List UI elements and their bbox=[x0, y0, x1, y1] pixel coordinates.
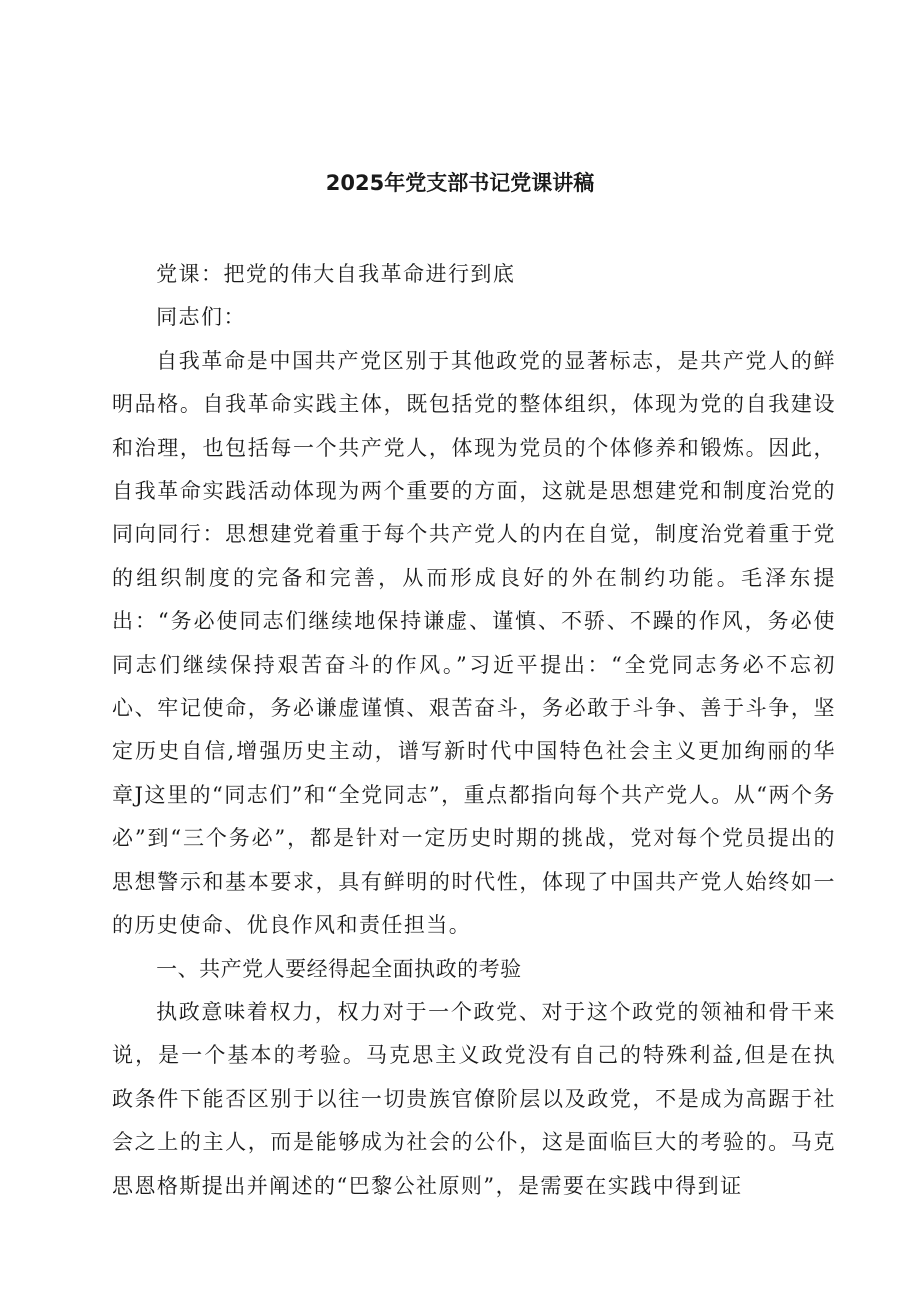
salutation: 同志们： bbox=[156, 305, 246, 330]
body-paragraph-2: 执政意味着权力，权力对于一个政党、对于这个政党的领袖和骨干来说，是一个基本的考验。马克思主义政党没有自己的特殊利益,但是在执政条件下能否区别于以往一切贵族官僚阶层以及政党，不是成为高踞于社会之上的主人，而是能够成为社会的公仆，这是面临巨大的考验的。马克思恩格斯提出并阐述的“巴黎公社原则”，是需要在实践中得到证 bbox=[112, 999, 836, 1198]
body-paragraph-1: 自我革命是中国共产党区别于其他政党的显著标志，是共产党人的鲜明品格。自我革命实践主体，既包括党的整体组织，体现为党的自我建设和治理，也包括每一个共产党人，体现为党员的个体修养和锻炼。因此，自我革命实践活动体现为两个重要的方面，这就是思想建党和制度治党的同向同行：思想建党着重于每个共产党人的内在自觉，制度治党着重于党的组织制度的完备和完善，从而形成良好的外在制约功能。毛泽东提出：“务必使同志们继续地保持谦虚、谨慎、不骄、不躁的作风，务必使同志们继续保持艰苦奋斗的作风。”习近平提出：“全党同志务必不忘初心、牢记使命，务必谦虚谨慎、艰苦奋斗，务必敢于斗争、善于斗争，坚定历史自信,增强历史主动，谱写新时代中国特色社会主义更加绚丽的华章J这里的“同志们”和“全党同志”，重点都指向每个共产党人。从“两个务必”到“三个务必”，都是针对一定历史时期的挑战，党对每个党员提出的思想警示和基本要求，具有鲜明的时代性，体现了中国共产党人始终如一的历史使命、优良作风和责任担当。 bbox=[112, 348, 836, 938]
lecture-subtitle: 党课：把党的伟大自我革命进行到底 bbox=[156, 262, 516, 286]
document-title: 2025年党支部书记党课讲稿 bbox=[325, 171, 595, 195]
section-heading-1: 一、共产党人要经得起全面执政的考验 bbox=[156, 956, 522, 981]
document-body bbox=[112, 253, 836, 1208]
